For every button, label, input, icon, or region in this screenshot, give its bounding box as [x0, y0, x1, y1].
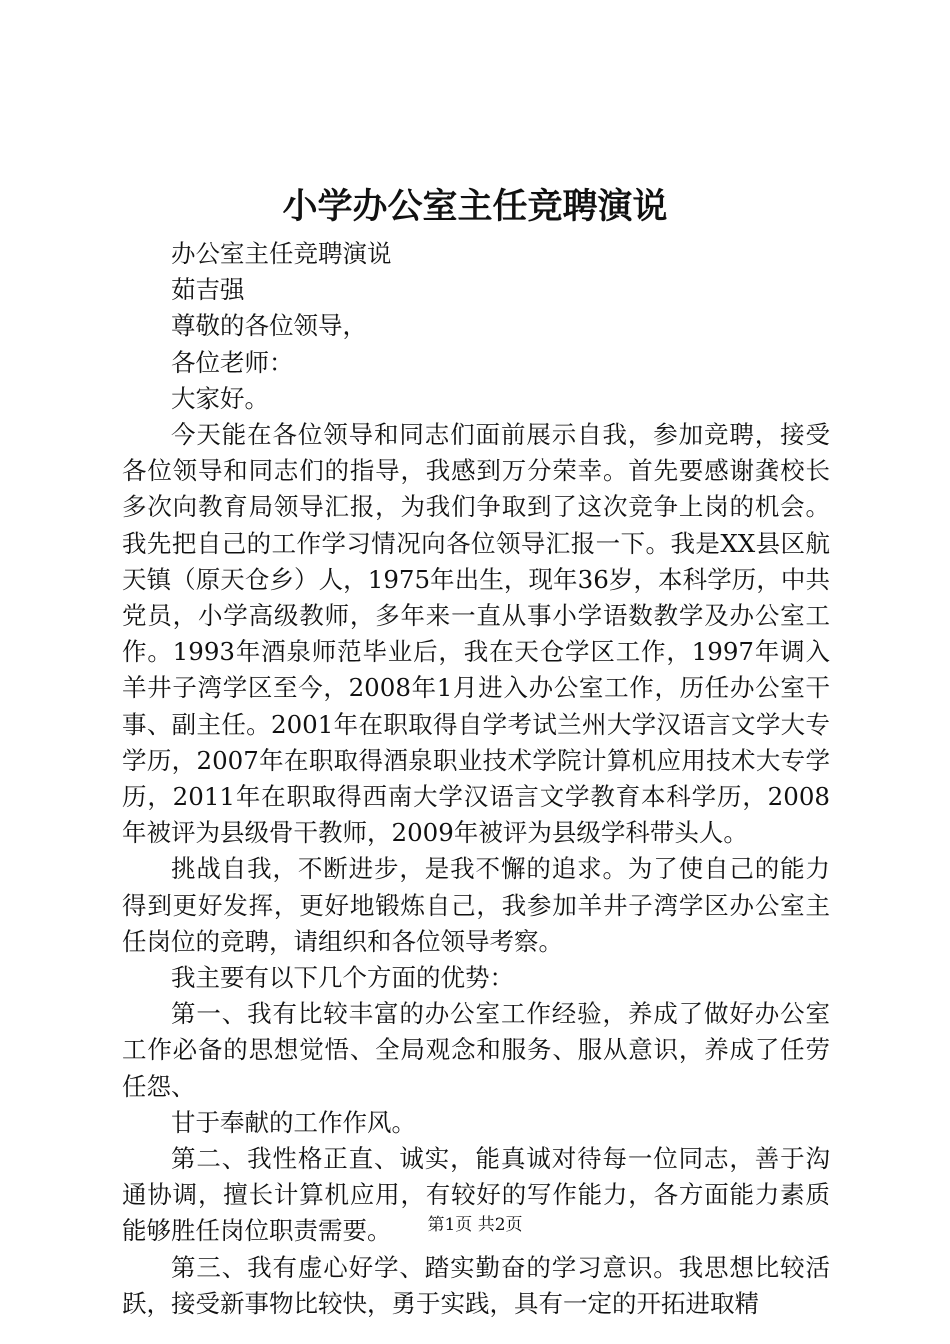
paragraph-introduction: 今天能在各位领导和同志们面前展示自我，参加竞聘，接受各位领导和同志们的指导，我感到万分荣幸。首先要感谢龚校长多次向教育局领导汇报，为我们争取到了这次竞争上岗的机会。我先把自己的工作学习情况向各位领导汇报一下。我是XX县区航天镇（原天仓乡）人，1975年出生，现年36岁，本科学历，中共党员，小学高级教师，多年来一直从事小学语数教学及办公室工作。1993年酒泉师范毕业后，我在天仓学区工作，1997年调入羊井子湾学区至今，2008年1月进入办公室工作，历任办公室干事、副主任。2001年在职取得自学考试兰州大学汉语言文学大专学历，2007年在职取得酒泉职业技术学院计算机应用技术大专学历，2011年在职取得西南大学汉语言文学教育本科学历，2008年被评为县级骨干教师，2009年被评为县级学科带头人。 — [122, 420, 830, 848]
paragraph-greeting: 大家好。 — [171, 383, 269, 413]
paragraph-salutation-teachers: 各位老师： — [171, 347, 294, 377]
paragraph-advantage-three: 第三、我有虚心好学、踏实勤奋的学习意识。我思想比较活跃，接受新事物比较快，勇于实践，具有一定的开拓进取精 — [122, 1252, 830, 1318]
page-number: 第1页 共2页 — [427, 1215, 523, 1235]
paragraph-salutation-leaders: 尊敬的各位领导， — [171, 311, 367, 341]
paragraph-advantages-intro: 我主要有以下几个方面的优势： — [171, 963, 514, 993]
paragraph-advantage-two: 第二、我性格正直、诚实，能真诚对待每一位同志，善于沟通协调，擅长计算机应用，有较好的写作能力，各方面能力素质能够胜任岗位职责需要。 — [122, 1144, 830, 1246]
document-body — [122, 236, 830, 1322]
paragraph-advantage-one-cont: 甘于奉献的工作作风。 — [171, 1107, 416, 1137]
document-title: 小学办公室主任竞聘演说 — [282, 186, 668, 227]
paragraph-author: 茹吉强 — [171, 275, 245, 305]
paragraph-motivation: 挑战自我，不断进步，是我不懈的追求。为了使自己的能力得到更好发挥，更好地锻炼自己，我参加羊井子湾学区办公室主任岗位的竞聘，请组织和各位领导考察。 — [122, 854, 830, 956]
paragraph-advantage-one: 第一、我有比较丰富的办公室工作经验，养成了做好办公室工作必备的思想觉悟、全局观念和服务、服从意识，养成了任劳任怨、 — [122, 999, 830, 1101]
paragraph-subtitle: 办公室主任竞聘演说 — [171, 239, 392, 268]
